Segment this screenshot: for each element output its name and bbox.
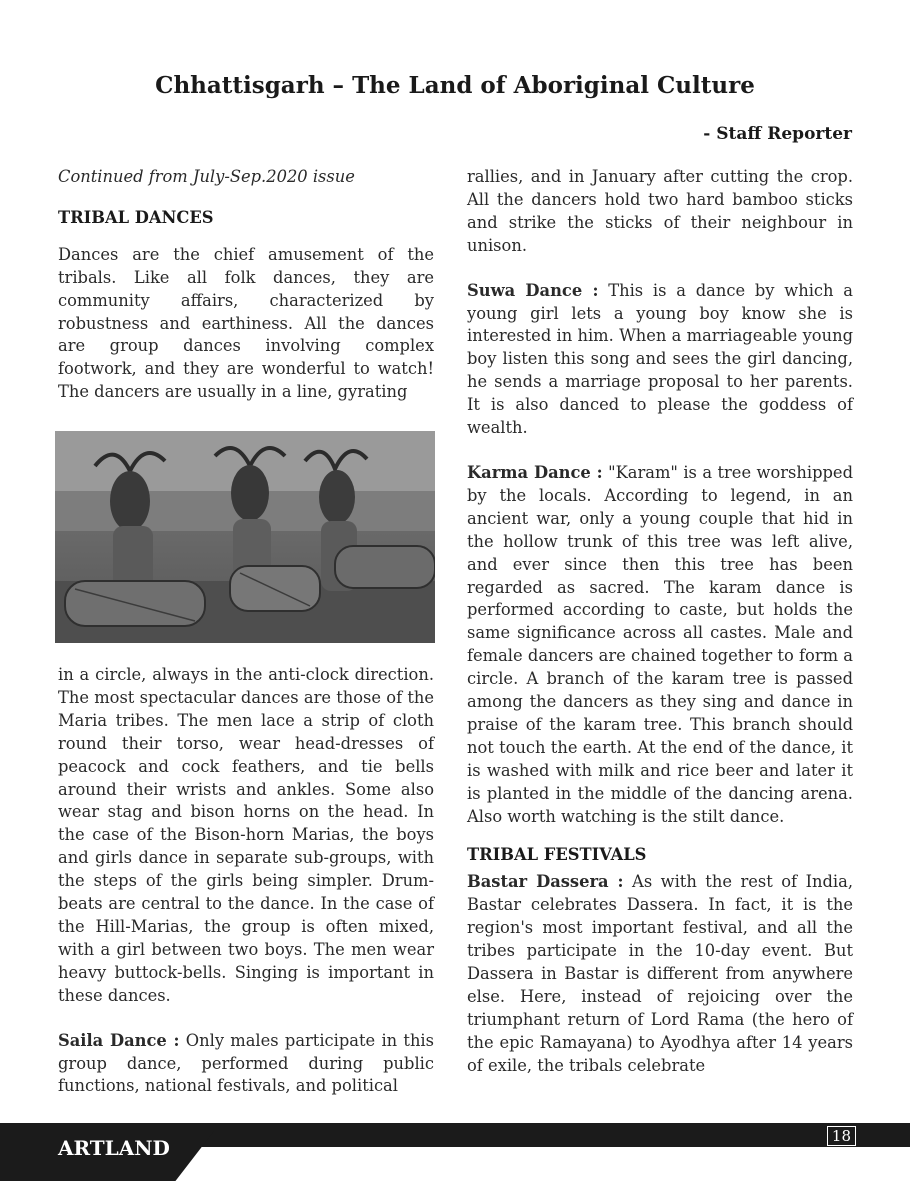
tribal-dancers-photo — [55, 431, 435, 643]
tribal-festivals-heading: TRIBAL FESTIVALS — [467, 845, 647, 865]
tribal-dances-paragraph-continued: in a circle, always in the anti-clock direction. The most spectacular dances are those of the Maria tribes. The men lace a strip of cloth round their torso, wear head-dresses of peacock and cock feathers, and tie bells around their wrists and ankles. Some also wear stag and bison horns on the head. In the case of the Bison-horn Marias, the boys and girls dance in separate sub-groups, with the steps of the girls being simpler. Drum-beats are central to the dance. In the case of the Hill-Marias, the group is often mixed, with a girl between two boys. The men wear heavy buttock-bells. Singing is important in these dances. — [58, 665, 434, 1005]
tribal-dances-heading: TRIBAL DANCES — [58, 207, 214, 227]
suwa-dance-text: This is a dance by which a young girl lets a young boy know she is interested in him. When a marriageable young boy listen this song and sees the girl dancing, he sends a marriage proposal to her parents. It is also danced to please the goddess of wealth. — [467, 280, 853, 438]
bastar-dassera-paragraph — [467, 871, 853, 1077]
page-number: 18 — [827, 1126, 856, 1146]
saila-dance-continued: rallies, and in January after cutting the crop. All the dancers hold two hard bamboo sticks and strike the sticks of their neighbour in unison. — [467, 167, 853, 255]
bastar-dassera-lead: Bastar Dassera : — [467, 872, 624, 892]
karma-dance-lead: Karma Dance : — [467, 462, 603, 482]
tribal-dances-paragraph: Dances are the chief amusement of the tribals. Like all folk dances, they are community affairs, characterized by robustness and earthiness. All the dances are group dances involving complex footwork, and they are wonderful to watch! The dancers are usually in a line, gyrating — [58, 244, 434, 402]
byline: - Staff Reporter — [703, 124, 852, 144]
article-title: Chhattisgarh – The Land of Aboriginal Culture — [155, 72, 755, 99]
continued-note: Continued from July-Sep.2020 issue — [58, 167, 355, 186]
saila-dance-lead: Saila Dance : — [58, 1030, 180, 1050]
saila-dance-paragraph — [58, 1030, 434, 1099]
karma-dance-paragraph — [467, 462, 853, 829]
right-column — [467, 166, 853, 1078]
karma-dance-text: "Karam" is a tree worshipped by the locals. According to legend, in an ancient war, only a young couple that hid in the hollow trunk of this tree was left alive, and ever since then this tree has been regarded as sacred. The karam dance is performed according to caste, but holds the same significance across all castes. Male and female dancers are chained together to form a circle. A branch of the karam tree is passed among the dancers as they sing and dance in praise of the karam tree. This branch should not touch the earth. At the end of the dance, it is washed with milk and rice beer and later it is planted in the middle of the dancing arena. Also worth watching is the stilt dance. — [467, 462, 853, 826]
saila-dance-text: Only males participate in this group dance, performed during public functions, national festivals, and political — [58, 1030, 434, 1096]
bastar-dassera-text: As with the rest of India, Bastar celebrates Dassera. In fact, it is the region's most important festival, and all the tribes participate in the 10-day event. But Dassera in Bastar is different from anywhere else. Here, instead of rejoicing over the triumphant return of Lord Rama (the hero of the epic Ramayana) to Ayodhya after 14 years of exile, the tribals celebrate — [467, 872, 853, 1075]
left-column-bottom — [58, 664, 434, 1098]
suwa-dance-lead: Suwa Dance : — [467, 280, 599, 300]
suwa-dance-paragraph — [467, 280, 853, 440]
footer-brand: ARTLAND — [58, 1136, 170, 1160]
left-column-top — [58, 166, 434, 404]
